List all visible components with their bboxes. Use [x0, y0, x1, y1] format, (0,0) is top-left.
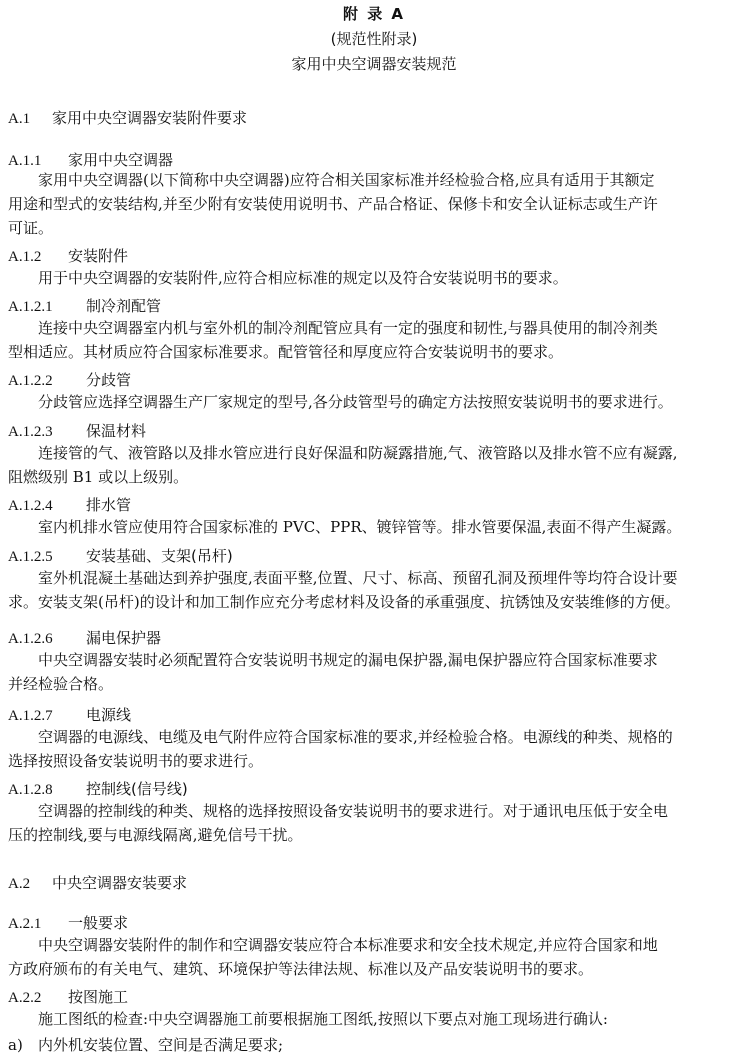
section-title: 控制线(信号线) [86, 780, 188, 798]
section-heading [8, 149, 173, 170]
paragraph [8, 266, 744, 290]
paragraph [8, 515, 744, 539]
section-heading [8, 627, 161, 648]
text-line: 用途和型式的安装结构,并至少附有安装使用说明书、产品合格证、保修卡和安全认证标志或生产许 [8, 195, 658, 213]
section-title: 制冷剂配管 [86, 297, 162, 315]
section-heading [8, 912, 128, 933]
section-heading [8, 369, 131, 390]
section-number: A.2.1 [8, 916, 42, 932]
paragraph [8, 725, 744, 773]
section-number: A.1.2.8 [8, 782, 53, 798]
section-title: 家用中央空调器安装附件要求 [52, 109, 248, 127]
paragraph [8, 316, 744, 364]
section-number: A.1.2.4 [8, 498, 53, 514]
paragraph [8, 390, 744, 414]
section-heading [8, 295, 161, 316]
section-title: 家用中央空调器 [68, 151, 174, 169]
text-line: 连接管的气、液管路以及排水管应进行良好保温和防凝露措施,气、液管路以及排水管不应有凝露, [38, 444, 678, 462]
section-number: A.1.2.2 [8, 373, 53, 389]
section-heading [8, 420, 146, 441]
paragraph [8, 1007, 744, 1031]
section-heading [8, 245, 128, 266]
section-heading [8, 494, 131, 515]
section-number: A.1.2.6 [8, 631, 53, 647]
text-line: 空调器的控制线的种类、规格的选择按照设备安装说明书的要求进行。对于通讯电压低于安全电 [38, 802, 669, 820]
paragraph [8, 441, 744, 489]
section-number: A.1 [8, 111, 31, 127]
paragraph [8, 933, 744, 981]
text-line: 型相适应。其材质应符合国家标准要求。配管管径和厚度应符合安装说明书的要求。 [8, 343, 564, 361]
section-heading [8, 545, 233, 566]
section-heading [8, 704, 131, 725]
appendix-title: 家用中央空调器安装规范 [291, 55, 457, 73]
section-title: 漏电保护器 [86, 629, 162, 647]
section-title: 按图施工 [68, 988, 129, 1006]
section-heading [8, 107, 247, 128]
text-line: 压的控制线,要与电源线隔离,避免信号干扰。 [8, 826, 303, 844]
list-text: 内外机安装位置、空间是否满足要求; [38, 1036, 284, 1054]
section-number: A.1.2.5 [8, 549, 53, 565]
paragraph [8, 799, 744, 847]
text-line: 中央空调器安装时必须配置符合安装说明书规定的漏电保护器,漏电保护器应符合国家标准要求 [38, 651, 658, 669]
text-line: 分歧管应选择空调器生产厂家规定的型号,各分歧管型号的确定方法按照安装说明书的要求进行。 [38, 393, 673, 411]
paragraph [8, 648, 744, 696]
section-number: A.2.2 [8, 990, 42, 1006]
section-number: A.1.1 [8, 153, 42, 169]
section-title: 电源线 [86, 706, 132, 724]
section-heading [8, 872, 187, 893]
text-line: 用于中央空调器的安装附件,应符合相应标准的规定以及符合安装说明书的要求。 [38, 269, 568, 287]
paragraph [8, 566, 744, 614]
normative-label: (规范性附录) [330, 30, 418, 48]
section-number: A.1.2.3 [8, 424, 53, 440]
text-line: 方政府颁布的有关电气、建筑、环境保护等法律法规、标准以及产品安装说明书的要求。 [8, 960, 594, 978]
section-title: 中央空调器安装要求 [52, 874, 188, 892]
section-title: 排水管 [86, 496, 132, 514]
section-number: A.1.2.1 [8, 299, 53, 315]
section-title: 保温材料 [86, 422, 147, 440]
section-title: 一般要求 [68, 914, 129, 932]
section-title: 分歧管 [86, 371, 132, 389]
text-line: 空调器的电源线、电缆及电气附件应符合国家标准的要求,并经检验合格。电源线的种类、规格的 [38, 728, 673, 746]
section-title: 安装附件 [68, 247, 129, 265]
text-line: 可证。 [8, 219, 54, 237]
section-heading [8, 778, 188, 799]
text-line: 阻燃级别 B1 或以上级别。 [8, 468, 189, 486]
section-heading [8, 986, 128, 1007]
text-line: 并经检验合格。 [8, 675, 114, 693]
text-line: 中央空调器安装附件的制作和空调器安装应符合本标准要求和安全技术规定,并应符合国家和地 [38, 936, 658, 954]
section-number: A.1.2 [8, 249, 42, 265]
text-line: 施工图纸的检查:中央空调器施工前要根据施工图纸,按照以下要点对施工现场进行确认: [38, 1010, 608, 1028]
section-number: A.2 [8, 876, 31, 892]
text-line: 家用中央空调器(以下简称中央空调器)应符合相关国家标准并经检验合格,应具有适用于其额定 [38, 171, 655, 189]
list-label: a) [8, 1036, 23, 1054]
list-item [8, 1034, 283, 1055]
text-line: 室外机混凝土基础达到养护强度,表面平整,位置、尺寸、标高、预留孔洞及预埋件等均符合设计要 [38, 569, 678, 587]
section-number: A.1.2.7 [8, 708, 53, 724]
text-line: 选择按照设备安装说明书的要求进行。 [8, 752, 264, 770]
text-line: 求。安装支架(吊杆)的设计和加工制作应充分考虑材料及设备的承重强度、抗锈蚀及安装维修的方便。 [8, 593, 680, 611]
text-line: 连接中央空调器室内机与室外机的制冷剂配管应具有一定的强度和韧性,与器具使用的制冷剂类 [38, 319, 658, 337]
paragraph [8, 168, 744, 240]
appendix-label: 附 录 A [342, 5, 406, 23]
text-line: 室内机排水管应使用符合国家标准的 PVC、PPR、镀锌管等。排水管要保温,表面不得产生凝露。 [38, 518, 682, 536]
section-title: 安装基础、支架(吊杆) [86, 547, 233, 565]
